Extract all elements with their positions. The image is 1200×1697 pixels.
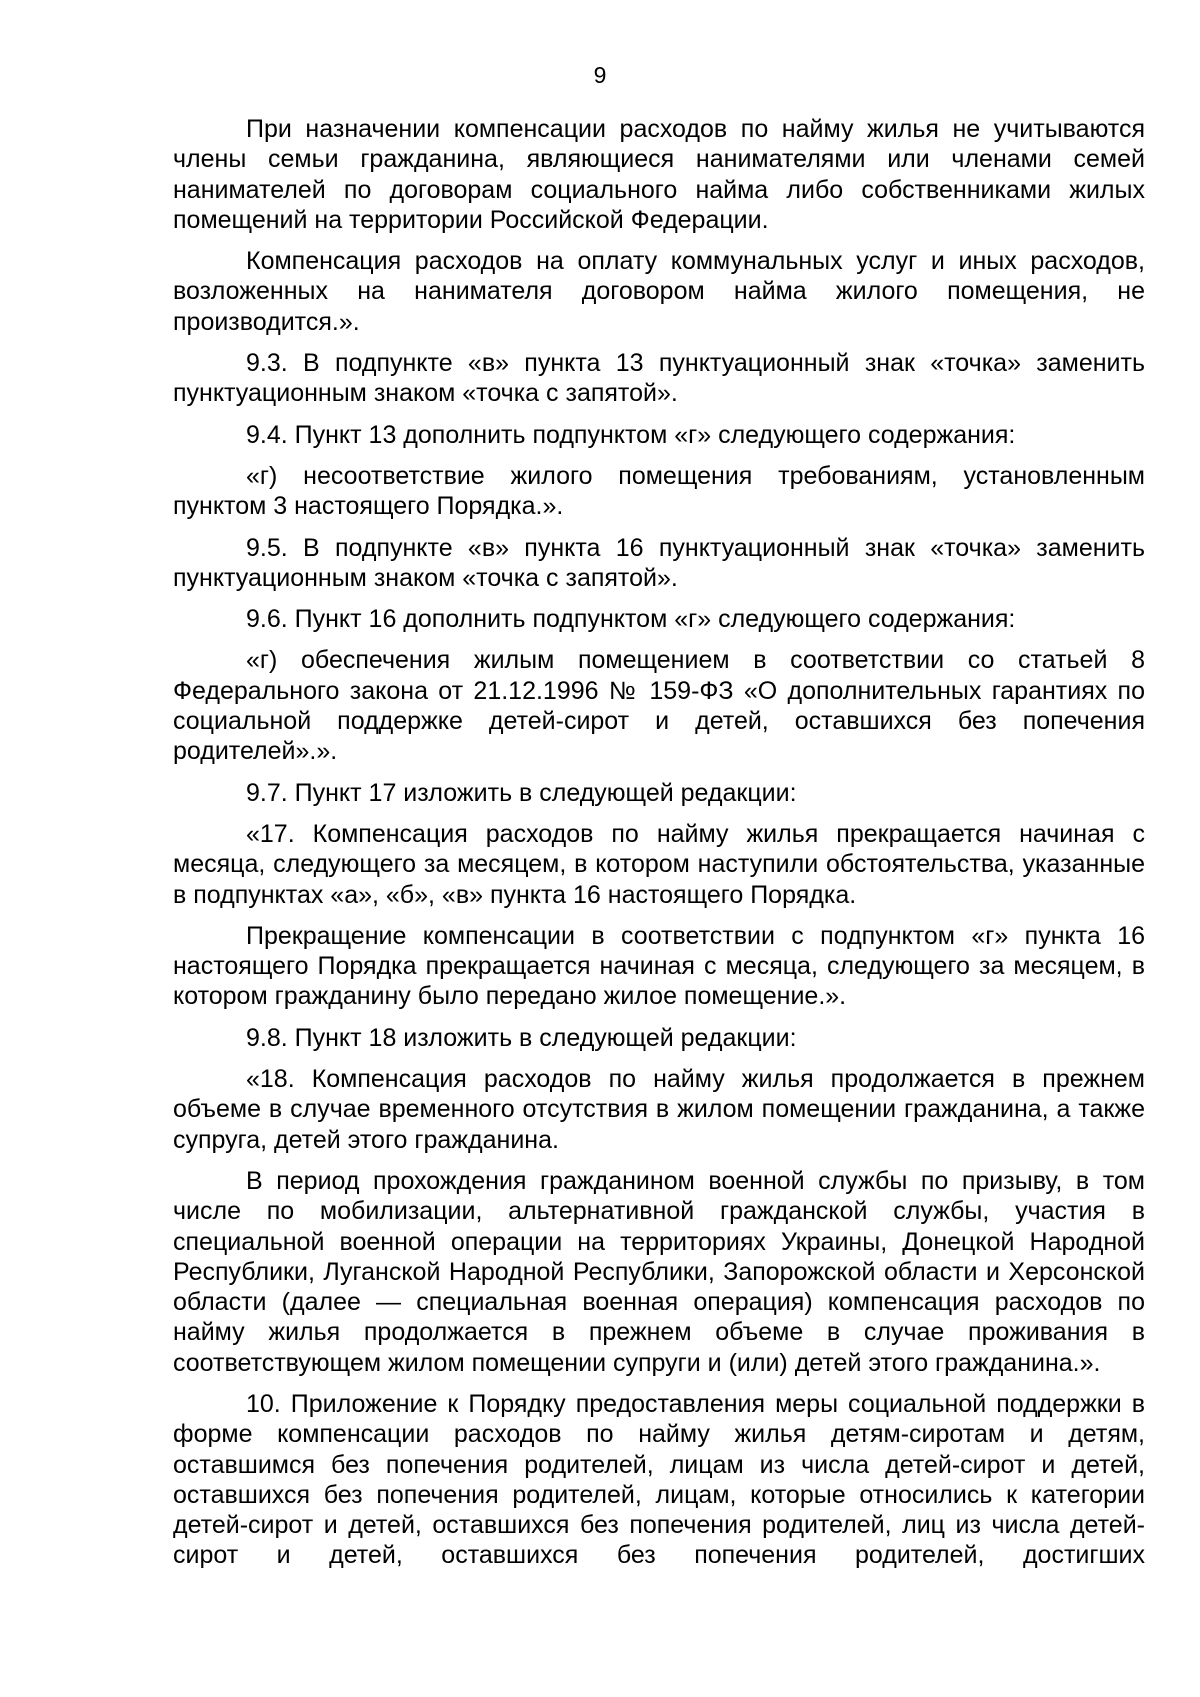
paragraph: Компенсация расходов на оплату коммунальных услуг и иных расходов, возложенных на нанимателя договором найма жилого помещения, не производится.». bbox=[173, 247, 1145, 336]
paragraph: Прекращение компенсации в соответствии с подпунктом «г» пункта 16 настоящего Порядка прекращается начиная с месяца, следующего за месяцем, в котором гражданину было передано жилое помещение.». bbox=[173, 921, 1145, 1011]
paragraph: 9.6. Пункт 16 дополнить подпунктом «г» следующего содержания: bbox=[246, 605, 1016, 634]
page-number: 9 bbox=[593, 62, 607, 88]
paragraph: «г) несоответствие жилого помещения требованиям, установленным пунктом 3 настоящего Порядка.». bbox=[173, 461, 1145, 521]
paragraph: 9.4. Пункт 13 дополнить подпунктом «г» следующего содержания: bbox=[246, 420, 1016, 449]
document-body bbox=[173, 114, 1145, 1571]
paragraph: При назначении компенсации расходов по найму жилья не учитываются члены семьи гражданина, являющиеся нанимателями или членами семей нанимателей по договорам социального найма либо собственниками жилых помещений на территории Российской Федерации. bbox=[173, 115, 1145, 234]
paragraph: «18. Компенсация расходов по найму жилья продолжается в прежнем объеме в случае временного отсутствия в жилом помещении гражданина, а также супруга, детей этого гражданина. bbox=[173, 1065, 1145, 1154]
paragraph: 10. Приложение к Порядку предоставления меры социальной поддержки в форме компенсации расходов по найму жилья детям-сиротам и детям, оставшимся без попечения родителей, лицам из числа детей-сирот и детей, оставшихся без попечения родителей, лицам, которые относились к категории детей-сирот и детей, оставшихся без попечения родителей, лиц из числа детей-сирот и детей, оставшихся без попечения родителей, достигших bbox=[173, 1389, 1145, 1570]
paragraph: 9.8. Пункт 18 изложить в следующей редакции: bbox=[246, 1023, 797, 1052]
paragraph: «г) обеспечения жилым помещением в соответствии со статьей 8 Федерального закона от 21.12.1996 № 159-ФЗ «О дополнительных гарантиях по социальной поддержке детей-сирот и детей, оставшихся без попечения родителей».». bbox=[173, 646, 1145, 766]
paragraph: 9.5. В подпункте «в» пункта 16 пунктуационный знак «точка» заменить пунктуационным знаком «точка с запятой». bbox=[173, 533, 1145, 592]
paragraph: 9.7. Пункт 17 изложить в следующей редакции: bbox=[246, 778, 797, 807]
paragraph: В период прохождения гражданином военной службы по призыву, в том числе по мобилизации, альтернативной гражданской службы, участия в специальной военной операции на территориях Украины, Донецкой Народной Республики, Луганской Народной Республики, Запорожской области и Херсонской области (далее — специальная военная операция) компенсация расходов по найму жилья продолжается в прежнем объеме в случае проживания в соответствующем жилом помещении супруги и (или) детей этого гражданина.». bbox=[173, 1166, 1145, 1377]
paragraph: 9.3. В подпункте «в» пункта 13 пунктуационный знак «точка» заменить пунктуационным знаком «точка с запятой». bbox=[173, 349, 1145, 408]
paragraph: «17. Компенсация расходов по найму жилья прекращается начиная с месяца, следующего за месяцем, в котором наступили обстоятельства, указанные в подпунктах «а», «б», «в» пункта 16 настоящего Порядка. bbox=[173, 819, 1145, 909]
